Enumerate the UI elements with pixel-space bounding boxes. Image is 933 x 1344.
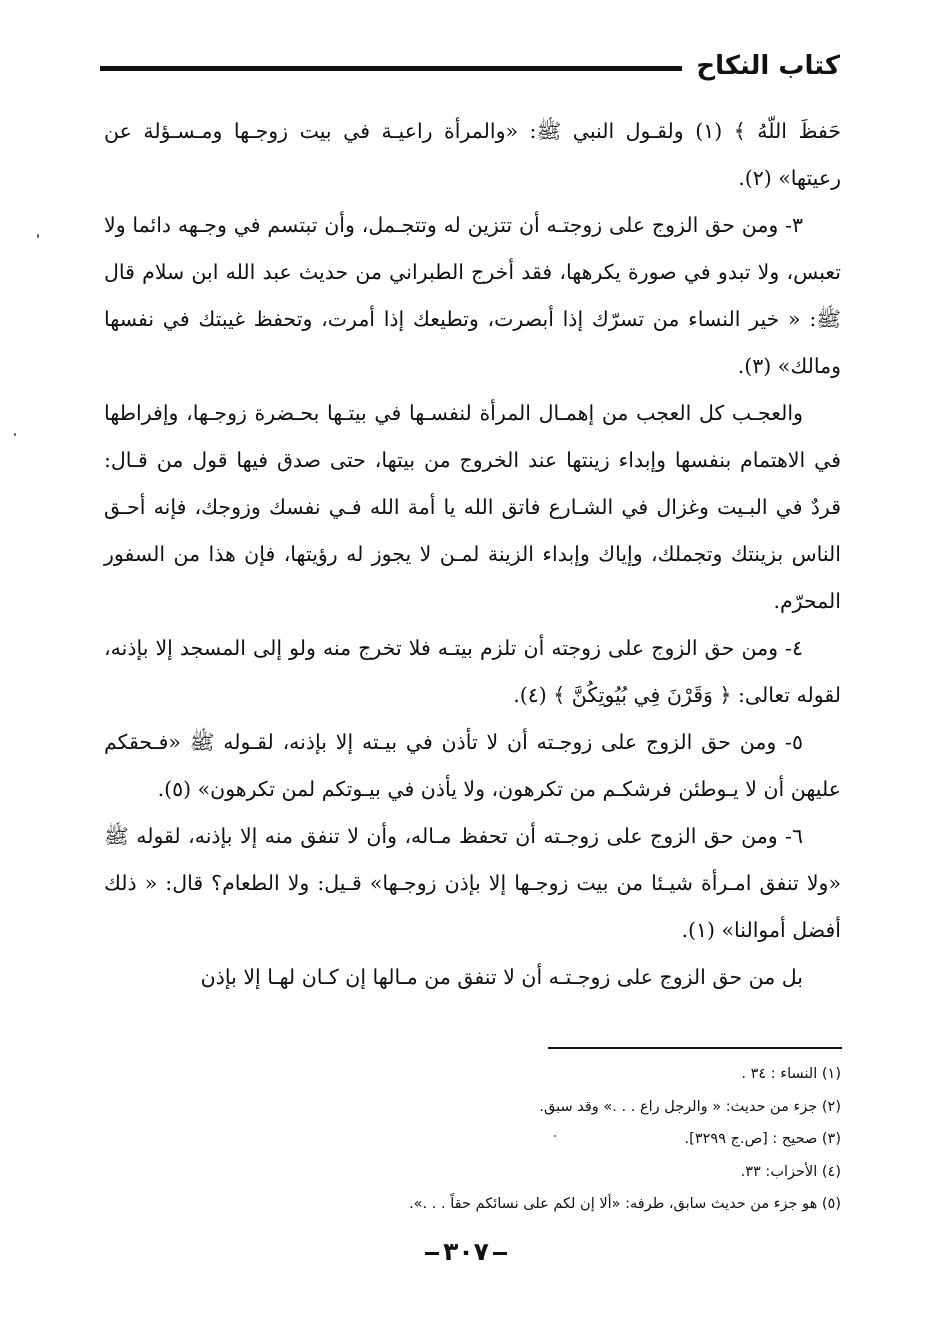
footnote-4: (٤) الأحزاب: ٣٣. [740, 1163, 841, 1180]
footnote-5: (٥) هو جزء من حديث سابق، طرفه: «ألا إن لكم على نسائكم حقاً . . .». [409, 1196, 841, 1212]
page-number [416, 1234, 516, 1270]
page-number-value: ٣٠٧ [443, 1237, 489, 1266]
paragraph-3: والعجـب كل العجب من إهمـال المرأة لنفسـها في بيتـها بحـضرة زوجـها، وإفراطها في الاهتمام بنفسها وإبداء زينتها عند الخروج من بيتها، حتى صدق فيها قول من قـال: قردٌ في البـيت وغزال في الشـارع فاتق الله يا أمة الله فـي نفسك وزوجك، فإنه أحـق الناس بزينتك وتجملك، وإياك وإبداء الزينة لمـن لا يجوز له رؤيتها، فإن هذا من السفور المحرّم. [104, 401, 841, 613]
footnote-rule [548, 1047, 842, 1049]
paragraph-6: ٦- ومن حق الزوج على زوجـته أن تحفظ مـاله، وأن لا تنفق منه إلا بإذنه، لقوله ﷺ «ولا تنفق امـرأة شيـئا من بيت زوجـها إلا بإذن زوجـها» قـيل: ولا الطعام؟ قال: « ذلك أفضل أموالنا» (١). [104, 824, 841, 942]
body-text [104, 108, 841, 1001]
paragraph-4: ٤- ومن حق الزوج على زوجته أن تلزم بيتـه فلا تخرج منه ولو إلى المسجد إلا بإذنه، لقوله تعالى: ﴿ وَقَرْنَ فِي بُيُوتِكُنَّ ﴾ (٤). [104, 636, 841, 707]
paragraph-5: ٥- ومن حق الزوج على زوجـته أن لا تأذن في بيـته إلا بإذنه، لقـوله ﷺ «فـحقكم عليهن أن لا يـوطئن فرشكـم من تكرهون، ولا يأذن في بيـوتكم لمن تكرهون» (٥). [104, 730, 841, 801]
scan-speck [14, 433, 16, 436]
header-rule [100, 66, 682, 71]
running-header [100, 44, 840, 88]
paragraph-7: بل من حق الزوج على زوجـتـه أن لا تنفق من مـالها إن كـان لهـا إلا بإذن [200, 965, 803, 989]
footnotes [104, 1058, 841, 1221]
footnote-2: (٢) جزء من حديث: « والرجل راع . . .» وقد سبق. [539, 1098, 841, 1115]
page-number-dash-left [425, 1252, 439, 1255]
running-title: كتاب النكاح [696, 51, 840, 81]
paragraph-2: ٣- ومن حق الزوج على زوجتـه أن تتزين له وتتجـمل، وأن تبتسم في وجـهه دائما ولا تعبس، ولا تبدو في صورة يكرهها، فقد أخرج الطبراني من حديث عبد الله ابن سلام قال ﷺ: « خير النساء من تسرّك إذا أبصرت، وتطيعك إذا أمرت، وتحفظ غيبتك في نفسها ومالك» (٣). [104, 213, 841, 378]
scan-speck [37, 234, 39, 238]
footnote-3: (٣) صحيح : [ص.ج ٣٢٩٩]. [684, 1131, 841, 1147]
scan-speck [554, 1135, 556, 1137]
footnote-1: (١) النساء : ٣٤ . [741, 1066, 841, 1082]
paragraph-1: حَفظَ اللّهُ ﴾ (١) ولقـول النبي ﷺ: «والمرأة راعيـة في بيت زوجـها ومـسـؤلة عن رعيتها» (٢). [104, 119, 842, 190]
page-number-dash-right [493, 1252, 507, 1255]
